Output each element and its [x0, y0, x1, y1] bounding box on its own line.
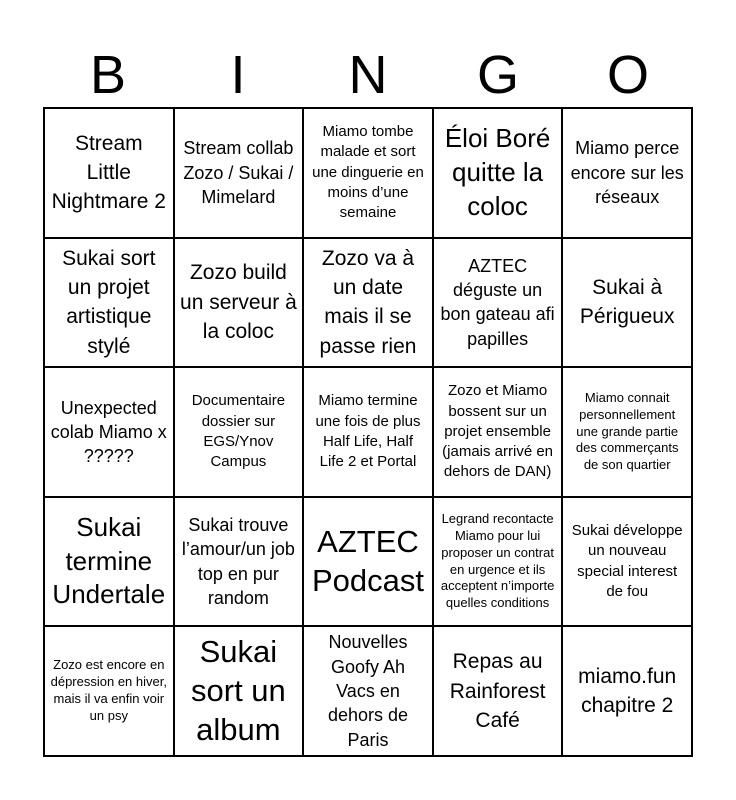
cell-text: Miamo tombe malade et sort une dinguerie en moins d’une semaine: [312, 123, 424, 222]
cell-text: Zozo va à un date mais il se passe rien: [319, 246, 417, 358]
cell-text: Stream collab Zozo / Sukai / Mimelard: [183, 138, 294, 207]
cell-text: miamo.fun chapitre 2: [578, 664, 677, 718]
bingo-cell-r4-c0[interactable]: [44, 626, 174, 756]
cell-text: Unexpected colab Miamo x ?????: [50, 397, 167, 467]
cell-text: Sukai développe un nouveau special interest de fou: [571, 522, 683, 600]
bingo-board: [43, 107, 693, 757]
bingo-cell-r2-c3[interactable]: [433, 367, 563, 497]
cell-text: Sukai termine Undertale: [52, 511, 166, 610]
bingo-cell-r1-c4[interactable]: [562, 238, 692, 368]
cell-text: Zozo et Miamo bossent sur un projet ensemble (jamais arrivé en dehors de DAN): [442, 382, 554, 481]
cell-text: Miamo connait personnellement une grande partie des commerçants de son quartier: [575, 389, 679, 473]
bingo-cell-r3-c1[interactable]: [174, 497, 304, 627]
cell-text: Miamo perce encore sur les réseaux: [570, 138, 684, 207]
cell-text: Zozo est encore en dépression en hiver, mais il va enfin voir un psy: [50, 657, 167, 724]
cell-text: Miamo termine une fois de plus Half Life, Half Life 2 et Portal: [315, 392, 421, 471]
bingo-cell-r1-c1[interactable]: [174, 238, 304, 368]
cell-text: Éloi Boré quitte la coloc: [444, 123, 551, 221]
cell-text: Sukai sort un projet artistique stylé: [62, 246, 156, 358]
bingo-cell-r1-c0[interactable]: [44, 238, 174, 368]
bingo-cell-r4-c4[interactable]: [562, 626, 692, 756]
bingo-cell-r4-c2[interactable]: [303, 626, 433, 756]
bingo-cell-r0-c2[interactable]: [303, 108, 433, 238]
bingo-header: [43, 44, 693, 106]
cell-text: Repas au Rainforest Café: [449, 650, 546, 732]
cell-text: Sukai à Périgueux: [579, 276, 675, 329]
bingo-cell-r0-c4[interactable]: [562, 108, 692, 238]
bingo-cell-r4-c3[interactable]: [433, 626, 563, 756]
cell-text: Documentaire dossier sur EGS/Ynov Campus: [191, 392, 286, 471]
bingo-cell-r0-c3[interactable]: [433, 108, 563, 238]
bingo-cell-r2-c4[interactable]: [562, 367, 692, 497]
bingo-cell-r0-c1[interactable]: [174, 108, 304, 238]
bingo-cell-r0-c0[interactable]: [44, 108, 174, 238]
header-letter-i: I: [230, 45, 246, 105]
header-letter-g: G: [476, 45, 519, 105]
bingo-cell-r2-c0[interactable]: [44, 367, 174, 497]
header-letter-b: B: [89, 45, 127, 105]
bingo-cell-r2-c1[interactable]: [174, 367, 304, 497]
cell-text: Sukai sort un album: [191, 634, 286, 747]
bingo-cell-r3-c4[interactable]: [562, 497, 692, 627]
bingo-cell-r3-c0[interactable]: [44, 497, 174, 627]
cell-text: AZTEC déguste un bon gateau afi papilles: [440, 255, 555, 349]
bingo-cell-r4-c1[interactable]: [174, 626, 304, 756]
bingo-cell-r1-c2[interactable]: [303, 238, 433, 368]
bingo-cell-r3-c3[interactable]: [433, 497, 563, 627]
header-letter-n: N: [348, 45, 388, 105]
bingo-cell-r3-c2[interactable]: [303, 497, 433, 627]
cell-text: Nouvelles Goofy Ah Vacs en dehors de Paris: [327, 632, 409, 750]
cell-text: Stream Little Nightmare 2: [51, 131, 166, 214]
header-letter-o: O: [606, 45, 649, 105]
cell-text: Legrand recontacte Miamo pour lui proposer un contrat en urgence et ils acceptent n’importe quelles conditions: [440, 510, 555, 611]
bingo-cell-r2-c2[interactable]: [303, 367, 433, 497]
cell-text: Sukai trouve l’amour/un job top en pur random: [181, 515, 295, 608]
bingo-cell-r1-c3[interactable]: [433, 238, 563, 368]
cell-text: Zozo build un serveur à la coloc: [180, 261, 297, 344]
cell-text: AZTEC Podcast: [311, 523, 424, 598]
